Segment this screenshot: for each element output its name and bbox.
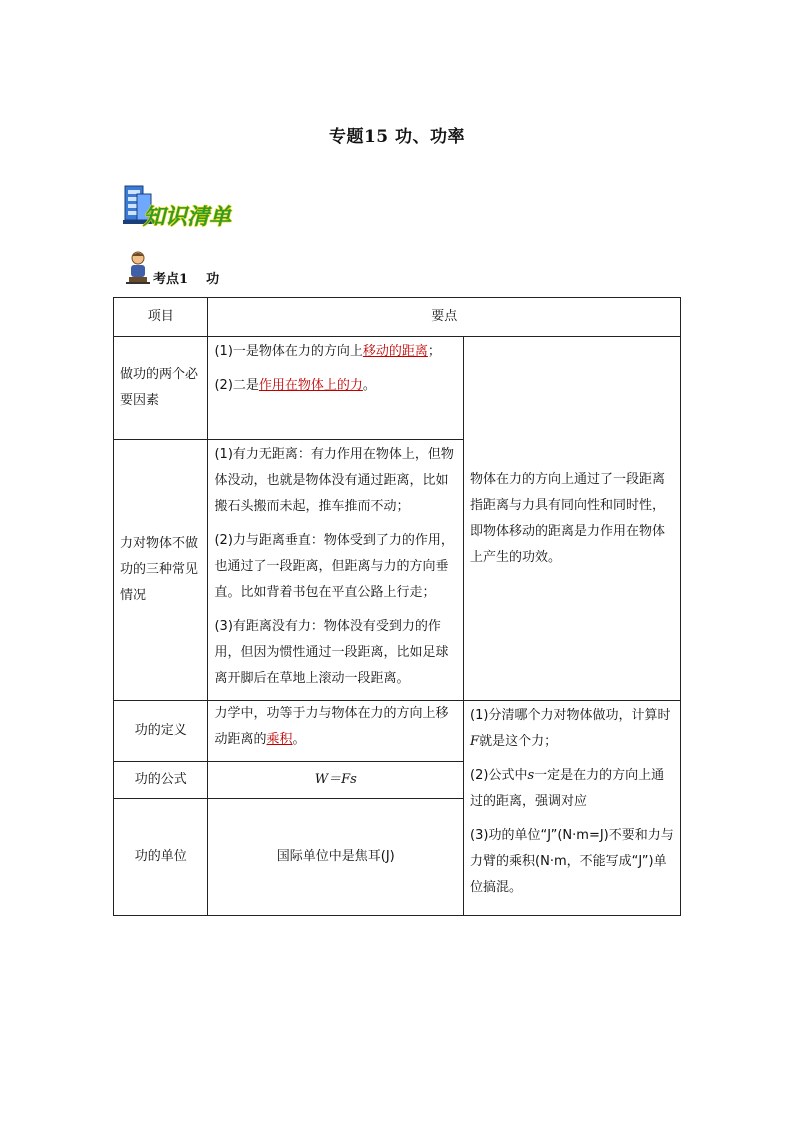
no-work-case-3: (3)有距离没有力：物体没有受到力的作用，但因为惯性通过一段距离，比如足球离开脚后在草地上滚动一段距离。 — [214, 619, 449, 686]
teacher-icon — [126, 250, 150, 284]
row-label-no-work: 力对物体不做功的三种常见情况 — [114, 440, 208, 701]
table-row — [114, 337, 681, 440]
header-item: 项目 — [114, 298, 208, 337]
no-work-case-2: (2)力与距离垂直：物体受到了力的作用，也通过了一段距离，但距离与力的方向垂直。比如背着书包在平直公路上行走； — [214, 533, 454, 600]
row-label-unit: 功的单位 — [114, 799, 208, 916]
header-points: 要点 — [208, 298, 681, 337]
row-content-factors — [208, 337, 464, 440]
note-3: (3)功的单位“J”(N·m=J)不要和力与力臂的乘积(N·m，不能写成“J”)单位搞混。 — [470, 828, 674, 895]
no-work-case-1: (1)有力无距离：有力作用在物体上，但物体没动，也就是物体没有通过距离，比如搬石头搬而未起，推车推而不动； — [214, 447, 454, 514]
work-formula: W＝Fs — [208, 762, 464, 799]
knowledge-list-badge — [123, 184, 241, 232]
note-2: (2)公式中s一定是在力的方向上通过的距离，强调对应 — [470, 768, 665, 809]
page-title: 专题15 功、功率 — [328, 127, 466, 147]
table-row — [114, 701, 681, 762]
notes-cell — [464, 701, 681, 916]
row-content-unit: 国际单位中是焦耳(J) — [208, 799, 464, 916]
factor-1: (1)一是物体在力的方向上移动的距离； — [214, 344, 441, 359]
knowledge-table — [113, 297, 681, 916]
row-label-formula: 功的公式 — [114, 762, 208, 799]
table-header-row — [114, 298, 681, 337]
row-label-definition: 功的定义 — [114, 701, 208, 762]
knowledge-list-badge-text: 知识清单 — [143, 204, 232, 230]
note-1: (1)分清哪个力对物体做功，计算时F就是这个力； — [470, 708, 671, 749]
section-name: 功 — [206, 272, 220, 287]
section-heading — [153, 268, 219, 287]
factor-2: (2)二是作用在物体上的力。 — [214, 378, 376, 393]
row-content-definition: 力学中，功等于力与物体在力的方向上移动距离的乘积。 — [208, 701, 464, 762]
merged-note: 物体在力的方向上通过了一段距离指距离与力具有同向性和同时性，即物体移动的距离是力作用在物体上产生的功效。 — [464, 337, 681, 701]
row-label-factors: 做功的两个必要因素 — [114, 337, 208, 440]
section-label: 考点1 — [153, 272, 189, 287]
row-content-no-work — [208, 440, 464, 701]
